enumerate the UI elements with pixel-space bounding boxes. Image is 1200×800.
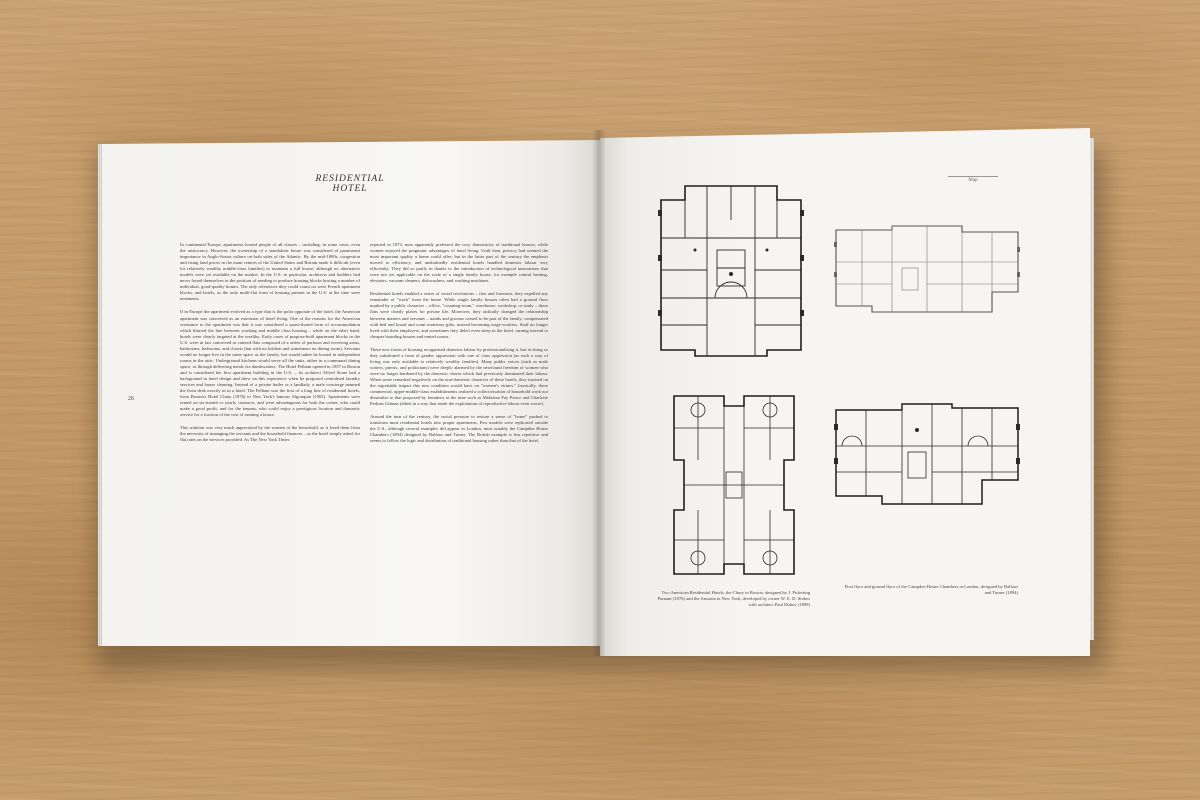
paragraph: In continental Europe, apartments hosted people of all classes – including, in some cases, even the aristocracy. However, the ownership of a standalone house was considered of paramount importance in Anglo-Saxon culture on both sides of the Atlantic. By the mid-1800s, congestion and rising land prices in the main centres of the United States and Britain made it difficult (even for relatively wealthy middle-class families) to maintain a full house; although no alternative models were yet available on the market. In the U.S. in particular, architects and builders had never found themselves in the position of needing to produce housing blocks hosting a number of individual, good-quality homes. The only references they could count on were French apartment blocks, and hotels, as the only multi-flat form of housing present in the U.S. at the time were tenements. (180, 242, 360, 302)
paragraph: Around the turn of the century, the social pressure to restore a sense of "home" pushed to transform most residential hotels into proper apartments. Few models were replicated outside the U.S., although several examples did appear in London, most notably the Campden House Chambers (1894) designed by Balfour and Turner. The British example is less repetitive and seems to follow the logic and distribution of traditional housing rather than that of the hotel. (370, 414, 548, 444)
caption-american-hotels: Two American Residential Hotels, the Cluny in Boston, designed by J. Pickering Putnam (1876) and the Ansonia in New York, developed by owner W. E. D. Stokes with architect Paul Duboy (1899) (657, 590, 810, 607)
text-column-right (370, 242, 548, 624)
floor-plan-ansonia (668, 390, 800, 580)
paragraph: Residential hotels enabled a series of social revolutions – first and foremost, they expelled any remainder of "work" from the home. While single family houses often had a ground floor marked by a public character – office, "counting-room," warehouse, workshop, or study – these flats were clearly places for private life. Moreover, they radically changed the relationship between masters and servants – maids and grooms ceased to be part of the family, compensated with bed and board and scant monetary gifts, instead becoming wage-workers. Staff no longer lived with their employers, and sometimes they didn't even sleep in the hotel, turning instead to cheaper boarding houses and rented rooms. (370, 291, 548, 339)
floor-plan-campden-first-floor (832, 222, 1022, 317)
paragraph: These new forms of housing reorganised domestic labour by professionalising it, but in doing so they substituted a form of gender oppression with one of class oppression (as such a way of living was only available to relatively wealthy families). Many public voices (such as male writers, priests, and politicians) were deeply alarmed by the newfound freedom of women who were no longer burdened by the domestic chores which had previously dominated their labour. When some remarked negatively on the non-domestic character of these hotels, they insisted on the regrettable impact this new condition would have on "women's virtues." Ironically, these commercial, upper-middle-class establishments realised a collectivisation of household work not dissimilar to that proposed by feminists at the time such as Melusina Fay Peirce and Charlotte Perkins Gilman (albeit in a way that made the exploitation of reproductive labour even worse). (370, 346, 548, 407)
floor-plan-cluny (655, 180, 807, 360)
book-gutter (592, 130, 606, 656)
paragraph: This solution was very much appreciated by the women of the household, as it freed them from the necessity of managing the servants and the household finances – as the hotel simply asked for flat rates on the services provided. As The New York Times (180, 425, 360, 443)
paragraph: If in Europe the apartment evolved as a type that is the polar opposite of the hotel, the American apartment was conceived as an extension of hotel living. One of the reasons for the American resistance to the apartment was that it was considered a quasi-shared form of accommodation which blurred the line between working and middle class housing – while on the other hand, hotels were clearly targeted at the wealthy. Early cases of purpose-built apartment blocks in the U.S. were in fact conceived as catered flats composed of a series of parlours and receiving areas, bathrooms, bedrooms, and closets (but with no kitchen and sometimes no dining room). Servants would no longer live in the same space as the family, but would rather be hosted in independent rooms in the attic. Underground kitchens would serve all the units, either in a communal dining space, or through delivering meals via dumbwaiters. The Hotel Pelham opened in 1857 in Boston and is considered the first apartment building in the U.S. – its architect Alfred Stone had a background in hotel design and drew on this experience when he proposed centralised laundry services and house cleaning. Instead of a private butler or a landlady, a male concierge manned the front desk exactly as in a hotel. The Pelham was the first of a long line of residential hotels, from Boston's Hotel Cluny (1876) to New York's famous Algonquin (1902). Apartments were rented on six-month or yearly contracts, and were advantageous for both the owner, who could make a good profit, and for the tenants, who could enjoy a prestigious location and domestic service for a fraction of the cost of running a house. (180, 309, 360, 418)
page-number: 26 (128, 396, 134, 402)
paragraph: reported in 1873, men apparently preferred the cosy domesticity of traditional houses, while women enjoyed the pragmatic advantages of hotel living. Until then, privacy had seemed the most important quality a home could offer; but in the latter part of the century the emphasis moved to efficiency, and undoubtedly residential hotels handled domestic labour very efficiently. They did so partly in thanks to the introduction of technological innovations that were not yet applicable on the scale of a single family house, for example central heating, elevators, vacuum cleaners, dishwashers, and washing machines. (370, 242, 548, 284)
caption-campden-house: First floor and ground floor of the Campden House Chambers in London, designed by Balfour and Turner (1894) (844, 584, 1018, 595)
text-column-left (180, 242, 360, 624)
floor-plan-campden-ground-floor (832, 400, 1022, 510)
running-head: RESIDENTIAL HOTEL (315, 174, 385, 194)
right-page-number: Map (948, 176, 998, 183)
